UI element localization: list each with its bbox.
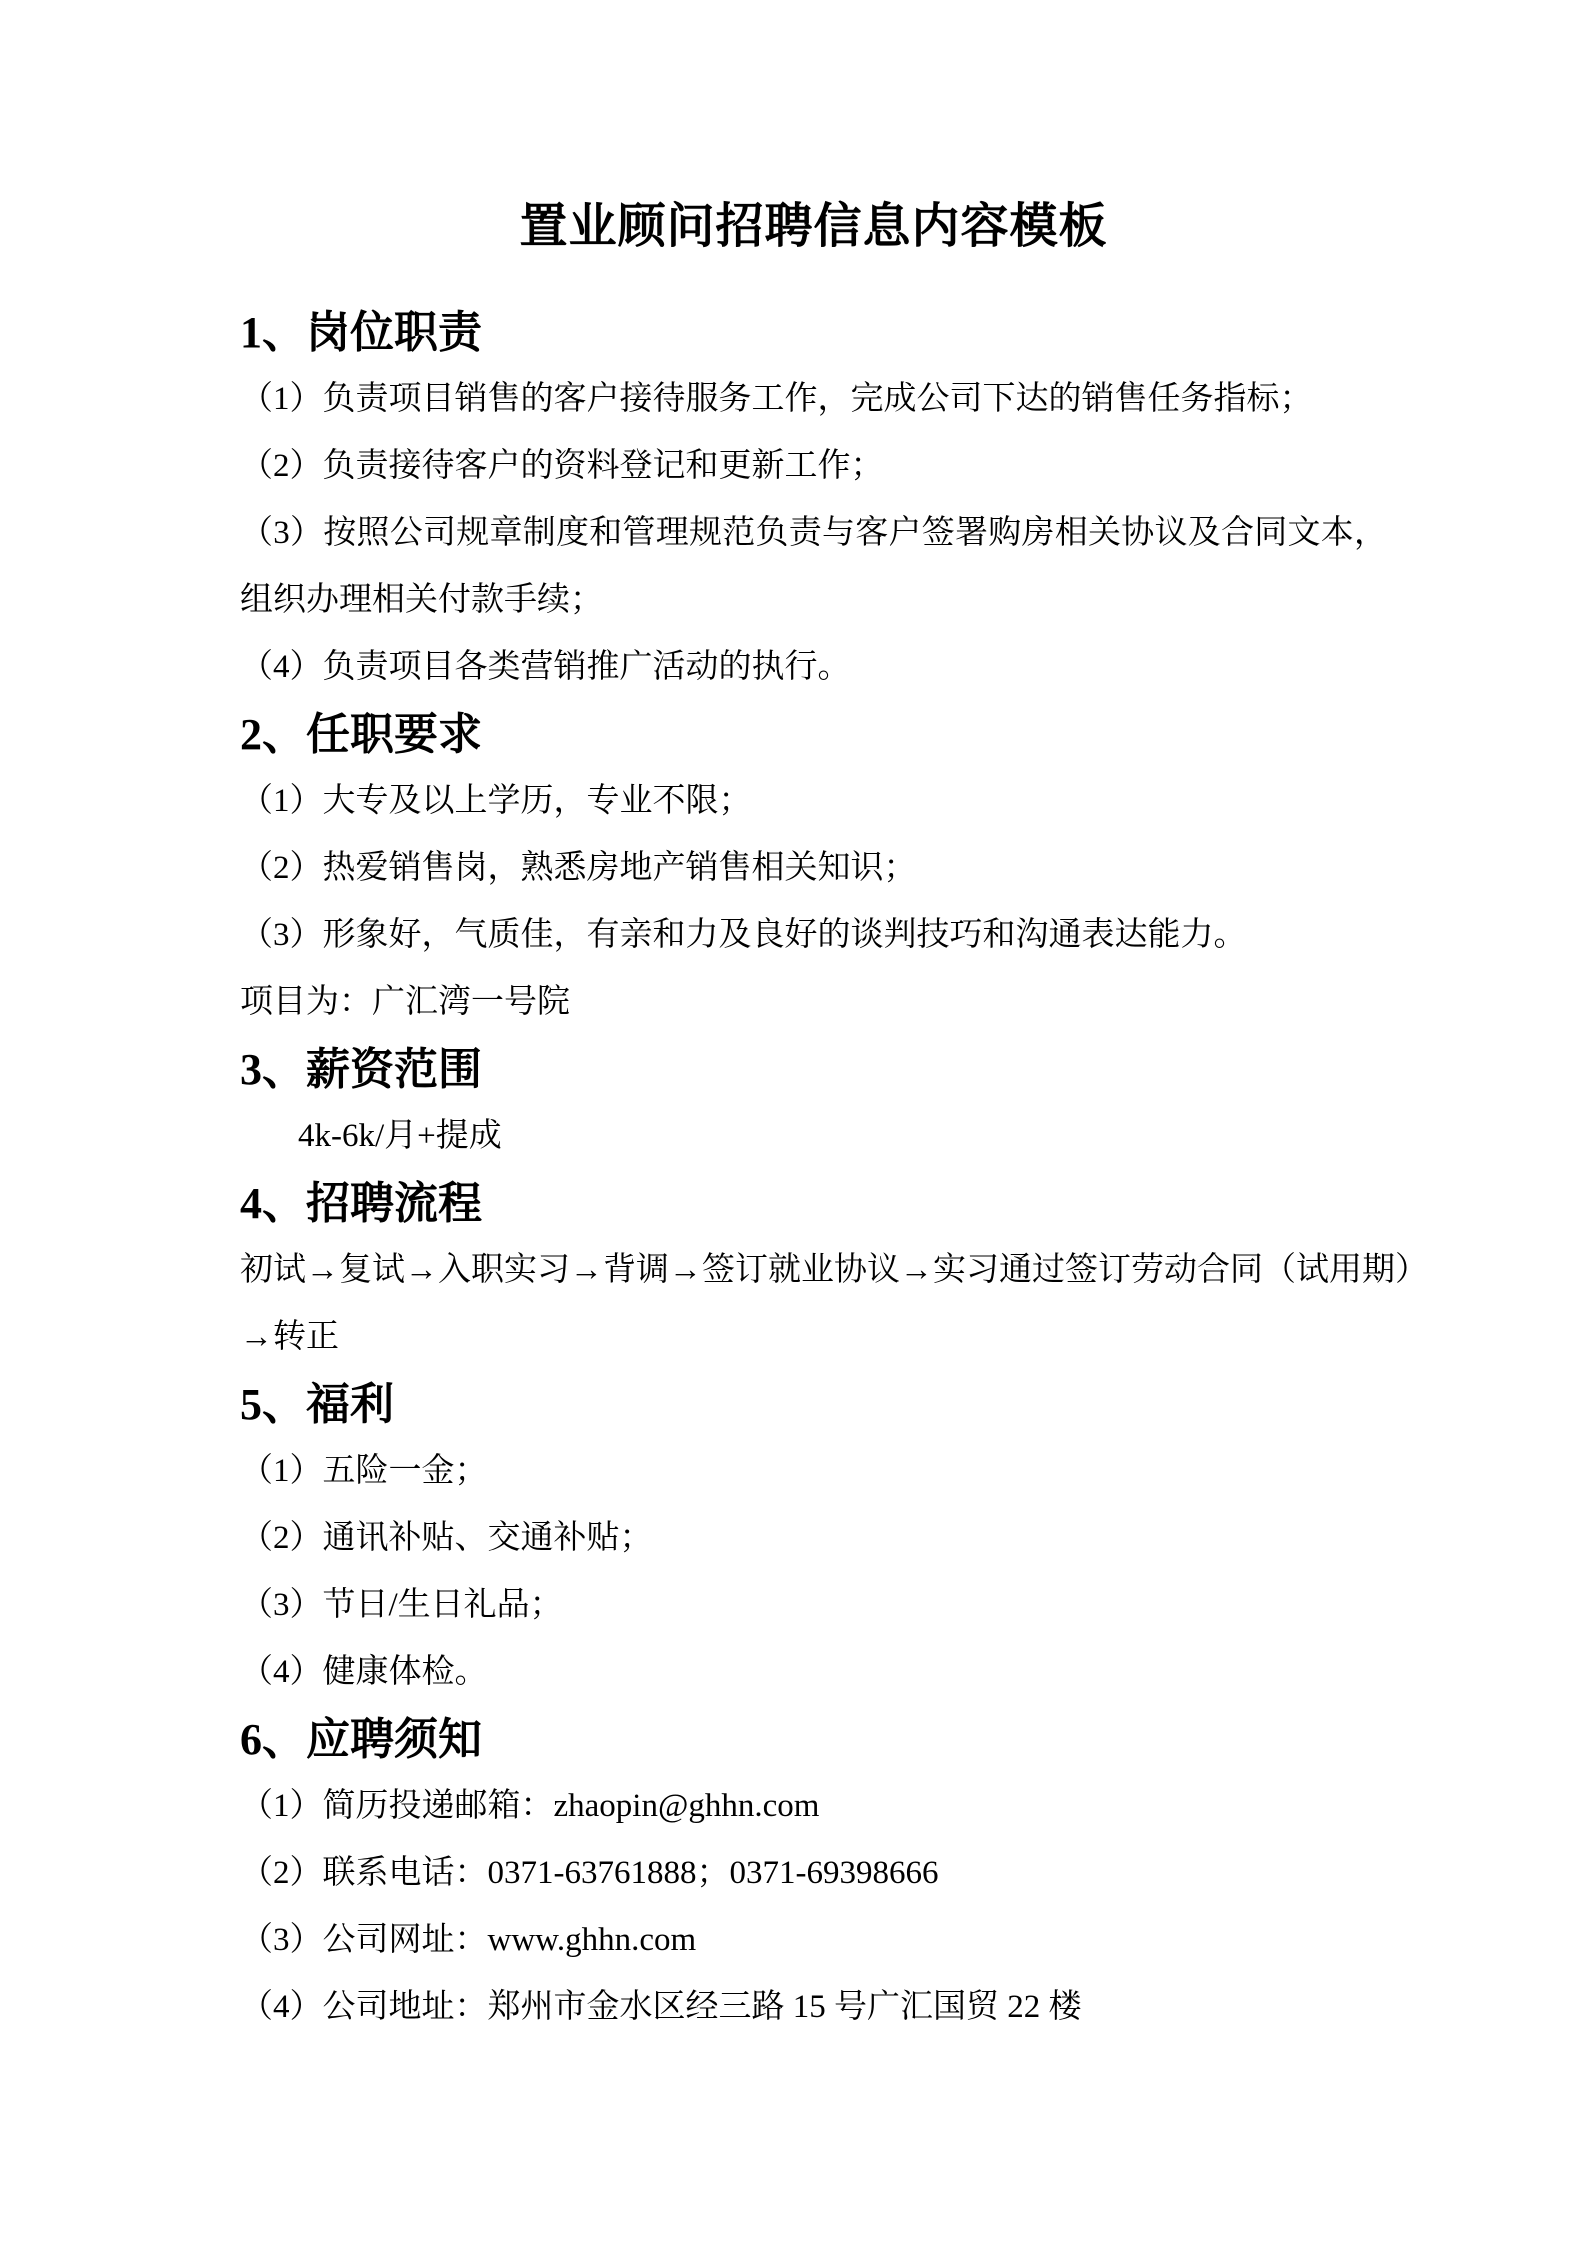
list-item: （1）简历投递邮箱：zhaopin@ghhn.com bbox=[240, 1788, 820, 1824]
list-item: （4）健康体检。 bbox=[240, 1654, 488, 1690]
list-item: （3）节日/生日礼品； bbox=[240, 1587, 563, 1623]
recruiting-flow-line: 初试→复试→入职实习→背调→签订就业协议→实习通过签订劳动合同（试用期） bbox=[240, 1252, 1428, 1288]
section-heading-process: 4、招聘流程 bbox=[240, 1179, 482, 1228]
list-item: （3）按照公司规章制度和管理规范负责与客户签署购房相关协议及合同文本，组织办理相关付款手续； bbox=[240, 515, 1387, 618]
list-item: （2）负责接待客户的资料登记和更新工作； bbox=[240, 448, 884, 484]
list-item: （2）联系电话：0371-63761888；0371-69398666 bbox=[240, 1855, 939, 1891]
recruiting-flow-line: →转正 bbox=[240, 1319, 339, 1355]
section-heading-job-duties: 1、岗位职责 bbox=[240, 308, 482, 357]
list-item: （4）公司地址：郑州市金水区经三路 15 号广汇国贸 22 楼 bbox=[240, 1989, 1082, 2025]
document-title: 置业顾问招聘信息内容模板 bbox=[519, 200, 1108, 253]
section-heading-benefits: 5、福利 bbox=[240, 1380, 394, 1429]
section-heading-requirements: 2、任职要求 bbox=[240, 710, 482, 759]
salary-line: 4k-6k/月+提成 bbox=[298, 1118, 502, 1154]
list-item: （3）形象好，气质佳，有亲和力及良好的谈判技巧和沟通表达能力。 bbox=[240, 917, 1247, 953]
section-heading-application-notes: 6、应聘须知 bbox=[240, 1715, 482, 1764]
section-heading-salary: 3、薪资范围 bbox=[240, 1045, 482, 1094]
list-item: （4）负责项目各类营销推广活动的执行。 bbox=[240, 649, 851, 685]
list-item: （3）公司网址：www.ghhn.com bbox=[240, 1922, 697, 1958]
list-item: （2）通讯补贴、交通补贴； bbox=[240, 1520, 653, 1556]
list-item: （1）大专及以上学历，专业不限； bbox=[240, 783, 752, 819]
list-item: （2）热爱销售岗，熟悉房地产销售相关知识； bbox=[240, 850, 917, 886]
project-note: 项目为：广汇湾一号院 bbox=[240, 984, 570, 1020]
list-item: （1）五险一金； bbox=[240, 1453, 488, 1489]
list-item: （1）负责项目销售的客户接待服务工作，完成公司下达的销售任务指标； bbox=[240, 381, 1313, 417]
